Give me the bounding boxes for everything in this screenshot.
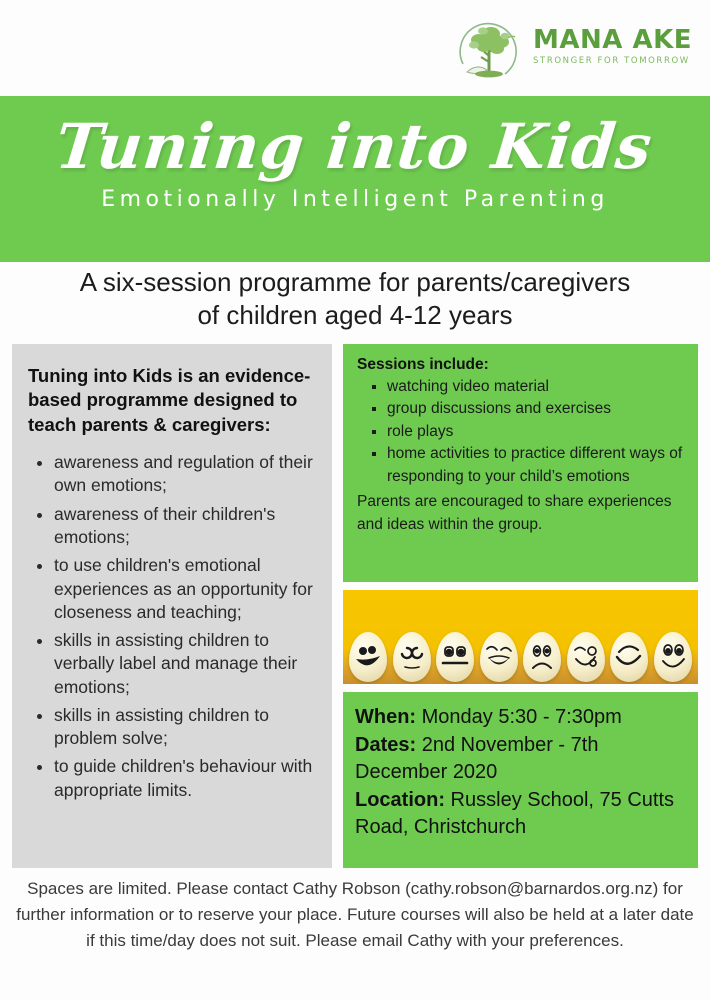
sad-face-icon xyxy=(523,632,561,682)
detail-location-label: Location: xyxy=(355,788,445,811)
header xyxy=(0,0,710,96)
worried-face-icon xyxy=(610,632,648,682)
flat-mouth-face-icon xyxy=(436,632,474,682)
happy-face-icon xyxy=(654,632,692,682)
tree-in-circle-icon xyxy=(453,12,525,84)
sessions-note: Parents are encouraged to share experiences and ideas within the group. xyxy=(357,493,672,533)
detail-location xyxy=(355,787,688,842)
list-item: • to guide children's behaviour with appropriate limits. xyxy=(54,755,318,802)
list-item: • awareness of their children's emotions; xyxy=(54,503,318,550)
detail-when-value: Monday 5:30 - 7:30pm xyxy=(416,706,622,728)
list-item: ▪ watching video material xyxy=(387,376,686,398)
list-item: • skills in assisting children to problem solve; xyxy=(54,704,318,751)
programme-lead-text: Tuning into Kids is an evidence-based programme designed to teach parents & caregivers: xyxy=(28,365,311,435)
headline xyxy=(0,266,710,333)
detail-location-value: Russley School, 75 Cutts Road, Christchurch xyxy=(355,788,674,839)
logo-tagline: STRONGER FOR TOMORROW xyxy=(533,55,690,66)
list-item: • awareness and regulation of their own emotions; xyxy=(54,451,318,498)
detail-dates xyxy=(355,732,688,787)
page-subtitle: Emotionally Intelligent Parenting xyxy=(101,187,609,213)
looking-up-face-icon xyxy=(393,632,431,682)
programme-benefits-list xyxy=(28,451,318,802)
sessions-list xyxy=(357,376,686,488)
programme-description-panel xyxy=(12,344,332,868)
headline-line-1: A six-session programme for parents/caregivers xyxy=(79,267,631,297)
title-band xyxy=(0,96,710,262)
list-item: • skills in assisting children to verbally label and manage their emotions; xyxy=(54,629,318,699)
sessions-panel xyxy=(343,344,698,582)
event-details-panel xyxy=(343,692,698,868)
egg-faces-photo xyxy=(343,590,698,684)
logo-name: MANA AKE xyxy=(533,24,692,55)
winking-face-icon xyxy=(567,632,605,682)
egg-row xyxy=(349,624,692,682)
list-item: ▪ role plays xyxy=(387,421,686,443)
detail-dates-value: 2nd November - 7th December 2020 xyxy=(355,733,599,784)
open-mouth-face-icon xyxy=(480,632,518,682)
detail-when xyxy=(355,704,688,732)
list-item: ▪ home activities to practice different ways of responding to your child’s emotions xyxy=(387,443,686,488)
detail-when-label: When: xyxy=(355,706,417,728)
detail-dates-label: Dates: xyxy=(355,733,417,756)
list-item: ▪ group discussions and exercises xyxy=(387,398,686,420)
mana-ake-logo xyxy=(453,12,692,84)
footer-contact-text: Spaces are limited. Please contact Cathy Robson (cathy.robson@barnardos.org.nz) for further information or to reserve your place. Future courses will also be held at a later date if this time/day does not suit. Please email Cathy with your preferences. xyxy=(16,879,694,950)
logo-wordmark xyxy=(533,24,692,70)
big-grin-face-icon xyxy=(349,632,387,682)
headline-line-2: of children aged 4-12 years xyxy=(197,300,513,331)
list-item: • to use children's emotional experiences as an opportunity for closeness and teaching; xyxy=(54,554,318,624)
sessions-panel-title: Sessions include: xyxy=(357,356,489,373)
page-title: Tuning into Kids xyxy=(52,110,656,183)
